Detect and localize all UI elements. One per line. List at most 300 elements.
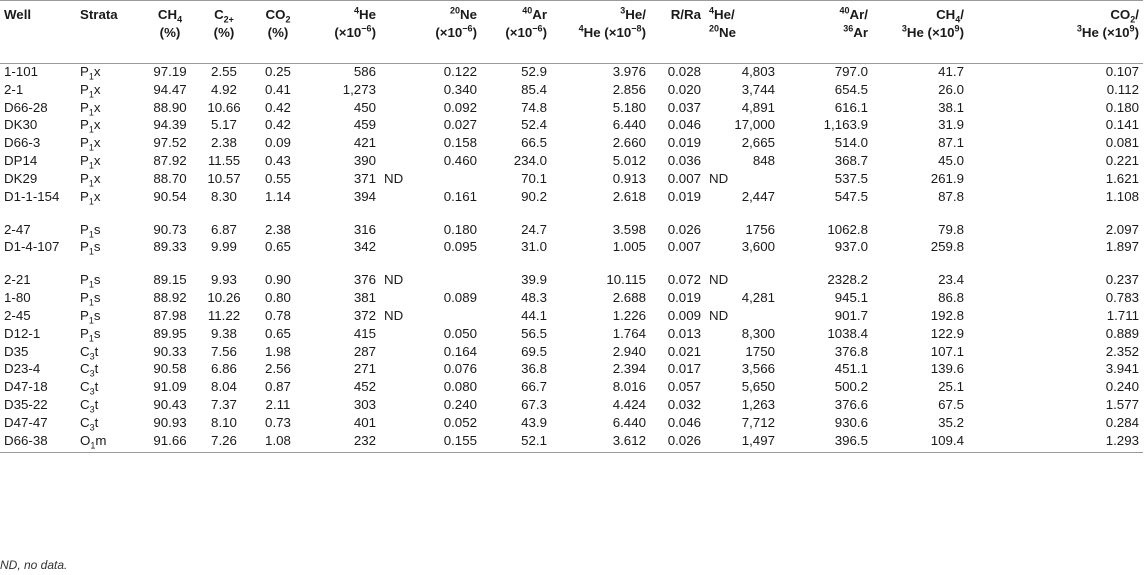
cell-well: 1-101	[4, 64, 39, 79]
cell-well: D1-4-107	[4, 239, 60, 255]
cell-he4: 1,273	[342, 81, 376, 97]
cell-co2-he3: 0.284	[1105, 414, 1139, 430]
cell-he3-he4: 2.618	[612, 188, 646, 204]
col-header-ch4-he3: $CH_4/$ $^3$He $(\times 10^9)$	[872, 1, 968, 64]
col-header-c2: $C_{2+}$ (%)	[198, 1, 250, 64]
cell-ne20: 0.180	[443, 221, 477, 237]
cell-r-ra: 0.057	[667, 379, 701, 395]
cell-r-ra: 0.019	[667, 135, 701, 151]
cell-c2: 9.93	[211, 272, 237, 288]
cell-ne20: 0.095	[443, 239, 477, 255]
cell-r-ra: 0.036	[667, 152, 701, 168]
cell-well: 2-21	[4, 272, 31, 288]
cell-ch4: 90.33	[153, 343, 187, 359]
cell-co2: 1.14	[265, 188, 291, 204]
cell-ar40-ar36: 376.8	[834, 343, 868, 359]
cell-he4: 372	[353, 307, 376, 323]
cell-he4: 421	[353, 135, 376, 151]
cell-well: DK30	[4, 117, 38, 133]
table-row	[0, 171, 1143, 189]
cell-well: D23-4	[4, 361, 41, 377]
cell-ar40-ar36: 1062.8	[827, 221, 868, 237]
cell-he4: 376	[353, 272, 376, 288]
cell-he4: 316	[353, 221, 376, 237]
cell-ne20: ND	[384, 307, 404, 323]
cell-ch4-he3: 122.9	[930, 325, 964, 341]
cell-c2: 10.26	[207, 290, 241, 306]
cell-r-ra: 0.026	[667, 221, 701, 237]
cell-he4-ne20: 3,744	[741, 81, 775, 97]
cell-strata: $P_1s$	[80, 325, 101, 344]
table-row	[0, 189, 1143, 222]
table-row	[0, 82, 1143, 100]
col-header-co2: $CO_2$ (%)	[250, 1, 306, 64]
cell-ne20: ND	[384, 170, 404, 186]
cell-co2: 2.56	[265, 361, 291, 377]
col-header-ar40-ar36: $^{40}$Ar/ $^{36}$Ar	[779, 1, 872, 64]
table-row	[0, 308, 1143, 326]
cell-r-ra: 0.037	[667, 99, 701, 115]
cell-ne20: 0.158	[443, 135, 477, 151]
cell-co2-he3: 1.711	[1106, 307, 1139, 323]
cell-strata: $C_3t$	[80, 414, 99, 433]
cell-he3-he4: 2.688	[612, 290, 646, 306]
cell-strata: $P_1x$	[80, 135, 101, 153]
cell-strata: $O_1m$	[76, 433, 142, 453]
cell-ar40-ar36: 537.5	[834, 170, 868, 186]
cell-r-ra: 0.046	[667, 414, 701, 430]
cell-co2-he3: 2.097	[1105, 221, 1139, 237]
table-row	[0, 326, 1143, 344]
table-row	[0, 100, 1143, 118]
cell-r-ra: 0.007	[667, 239, 701, 255]
cell-well: D47-47	[4, 414, 48, 430]
cell-he3-he4: 6.440	[612, 117, 646, 133]
cell-co2: 0.41	[265, 81, 291, 97]
cell-co2: 1.08	[250, 433, 306, 453]
cell-strata: $C_3t$	[80, 379, 99, 397]
cell-ch4-he3: 109.4	[872, 433, 968, 453]
cell-he4-ne20: 7,712	[741, 414, 775, 430]
cell-r-ra: 0.026	[650, 433, 705, 453]
cell-ar40: 74.8	[521, 99, 547, 115]
cell-he4: 401	[353, 414, 376, 430]
cell-ar40-ar36: 2328.2	[827, 272, 868, 288]
cell-strata: $P_1x$	[80, 152, 101, 171]
cell-he4: 459	[353, 117, 376, 133]
cell-well: D66-38	[0, 433, 76, 453]
table-body	[0, 64, 1143, 453]
cell-ar40-ar36: 937.0	[834, 239, 868, 255]
cell-c2: 11.55	[207, 152, 241, 168]
cell-ch4: 89.15	[153, 272, 187, 288]
cell-strata: $P_1x$	[80, 170, 101, 189]
cell-ch4-he3: 41.7	[938, 64, 964, 79]
cell-c2: 8.10	[211, 414, 237, 430]
cell-ar40-ar36: 930.6	[834, 414, 868, 430]
cell-he3-he4: 1.226	[612, 307, 646, 323]
cell-he4-ne20: ND	[709, 170, 729, 186]
cell-co2-he3: 0.141	[1105, 117, 1139, 133]
cell-he4-ne20: 848	[752, 152, 775, 168]
cell-ch4: 97.19	[153, 64, 187, 79]
cell-he4: 271	[353, 361, 376, 377]
col-header-ch4: $CH_4$ (%)	[142, 1, 198, 64]
cell-ch4-he3: 45.0	[938, 152, 964, 168]
cell-ne20: 0.340	[443, 81, 477, 97]
cell-ch4: 88.92	[153, 290, 187, 306]
cell-ch4: 89.95	[153, 325, 187, 341]
cell-ar40-ar36: 901.7	[834, 307, 868, 323]
cell-he3-he4: 1.764	[612, 325, 646, 341]
cell-ar40-ar36: 654.5	[834, 81, 868, 97]
cell-co2-he3: 0.180	[1105, 99, 1139, 115]
cell-he4-ne20: 8,300	[741, 325, 775, 341]
cell-well: D66-28	[4, 99, 48, 115]
cell-ch4: 91.66	[142, 433, 198, 453]
cell-he4: 303	[353, 396, 376, 412]
cell-he3-he4: 1.005	[612, 239, 646, 255]
cell-ar40: 52.9	[521, 64, 547, 79]
cell-he4-ne20: 4,803	[741, 64, 775, 79]
cell-ar40: 66.5	[521, 135, 547, 151]
cell-co2-he3: 0.112	[1106, 81, 1139, 97]
table-row	[0, 379, 1143, 397]
cell-well: DP14	[4, 152, 38, 168]
table-row	[0, 222, 1143, 240]
cell-he3-he4: 2.660	[612, 135, 646, 151]
cell-c2: 7.37	[211, 396, 237, 412]
cell-ch4-he3: 139.6	[930, 361, 964, 377]
cell-co2: 1.98	[265, 343, 291, 359]
cell-co2: 0.25	[265, 64, 291, 79]
cell-ar40-ar36: 1038.4	[827, 325, 868, 341]
cell-c2: 4.92	[211, 81, 237, 97]
cell-co2: 0.42	[265, 99, 291, 115]
cell-co2: 2.11	[265, 396, 291, 412]
cell-he4-ne20: 1750	[745, 343, 775, 359]
cell-co2: 2.38	[265, 221, 291, 237]
cell-r-ra: 0.020	[667, 81, 701, 97]
table-row	[0, 397, 1143, 415]
cell-r-ra: 0.013	[667, 325, 701, 341]
cell-strata: $P_1x$	[80, 188, 101, 207]
cell-ar40: 43.9	[521, 414, 547, 430]
cell-he3-he4: 5.180	[612, 99, 646, 115]
cell-ch4-he3: 87.1	[938, 135, 964, 151]
cell-ch4: 90.43	[153, 396, 187, 412]
cell-c2: 9.99	[211, 239, 237, 255]
table-row	[0, 272, 1143, 290]
cell-he4-ne20: 2,665	[741, 135, 775, 151]
cell-well: 2-1	[4, 81, 24, 97]
cell-co2-he3: 0.081	[1105, 135, 1139, 151]
cell-c2: 8.30	[211, 188, 237, 204]
cell-r-ra: 0.021	[667, 343, 701, 359]
cell-well: D35	[4, 343, 29, 359]
cell-ar40-ar36: 376.6	[834, 396, 868, 412]
cell-ch4: 90.73	[153, 221, 187, 237]
col-header-ne20: $^{20}$Ne $(\times 10^{-6})$	[380, 1, 481, 64]
cell-ch4-he3: 26.0	[938, 81, 964, 97]
cell-ch4-he3: 79.8	[938, 221, 964, 237]
cell-well: D66-3	[4, 135, 41, 151]
cell-ne20: 0.155	[380, 433, 481, 453]
cell-he3-he4: 6.440	[612, 414, 646, 430]
cell-ne20: 0.052	[443, 414, 477, 430]
cell-ar40: 66.7	[521, 379, 547, 395]
cell-ch4: 94.47	[153, 81, 187, 97]
cell-ch4-he3: 259.8	[930, 239, 964, 255]
cell-c2: 2.38	[211, 135, 237, 151]
cell-ar40-ar36: 451.1	[834, 361, 868, 377]
cell-ar40: 31.0	[521, 239, 547, 255]
cell-he4-ne20: 3,600	[741, 239, 775, 255]
table-row	[0, 239, 1143, 272]
cell-he4-ne20: ND	[709, 307, 729, 323]
col-header-strata: Strata	[76, 1, 142, 64]
cell-co2: 0.90	[265, 272, 291, 288]
cell-ch4-he3: 87.8	[938, 188, 964, 204]
cell-ch4: 88.90	[153, 99, 187, 115]
table-row	[0, 433, 1143, 453]
cell-ch4: 90.93	[153, 414, 187, 430]
cell-co2: 0.73	[265, 414, 291, 430]
cell-he3-he4: 3.976	[612, 64, 646, 79]
header-row	[0, 1, 1143, 64]
cell-he4: 371	[353, 170, 376, 186]
cell-co2-he3: 0.221	[1105, 152, 1139, 168]
col-header-well: Well	[0, 1, 76, 64]
table-row	[0, 153, 1143, 171]
cell-he4-ne20: 1,497	[705, 433, 779, 453]
cell-c2: 10.57	[207, 170, 241, 186]
cell-he4-ne20: 4,891	[741, 99, 775, 115]
cell-he4: 586	[353, 64, 376, 79]
cell-strata: $P_1s$	[80, 221, 101, 240]
col-header-he3-he4: $^3$He/ $^4$He $(\times 10^{-8})$	[551, 1, 650, 64]
cell-c2: 10.66	[207, 99, 241, 115]
cell-c2: 7.26	[198, 433, 250, 453]
cell-he4-ne20: 3,566	[741, 361, 775, 377]
cell-ar40-ar36: 945.1	[834, 290, 868, 306]
cell-ch4-he3: 38.1	[938, 99, 964, 115]
cell-he4: 390	[353, 152, 376, 168]
cell-r-ra: 0.072	[667, 272, 701, 288]
cell-he4: 381	[353, 290, 376, 306]
cell-c2: 2.55	[211, 64, 237, 79]
cell-he3-he4: 10.115	[606, 272, 646, 288]
cell-ch4-he3: 31.9	[938, 117, 964, 133]
table-row	[0, 344, 1143, 362]
cell-strata: $P_1x$	[80, 64, 101, 82]
cell-co2-he3: 0.783	[1105, 290, 1139, 306]
cell-ne20: 0.080	[443, 379, 477, 395]
table-row	[0, 290, 1143, 308]
cell-ch4-he3: 35.2	[938, 414, 964, 430]
cell-co2: 0.80	[265, 290, 291, 306]
cell-co2-he3: 0.107	[1105, 64, 1139, 79]
cell-co2-he3: 3.941	[1105, 361, 1139, 377]
cell-ar40: 70.1	[521, 170, 547, 186]
cell-ne20: 0.122	[443, 64, 477, 79]
col-header-r-ra: R/Ra	[650, 1, 705, 64]
cell-r-ra: 0.019	[667, 188, 701, 204]
cell-r-ra: 0.032	[667, 396, 701, 412]
cell-strata: $P_1s$	[80, 239, 101, 258]
cell-ne20: 0.050	[443, 325, 477, 341]
cell-strata: $C_3t$	[80, 361, 99, 380]
cell-ar40-ar36: 368.7	[834, 152, 868, 168]
cell-c2: 6.86	[211, 361, 237, 377]
cell-he3-he4: 5.012	[612, 152, 646, 168]
cell-ch4: 94.39	[153, 117, 187, 133]
cell-he4: 287	[353, 343, 376, 359]
cell-ch4: 90.58	[153, 361, 187, 377]
cell-he3-he4: 0.913	[612, 170, 646, 186]
cell-co2-he3: 0.240	[1105, 379, 1139, 395]
cell-ch4-he3: 67.5	[938, 396, 964, 412]
cell-ar40: 67.3	[521, 396, 547, 412]
cell-he4: 450	[353, 99, 376, 115]
cell-ar40: 52.1	[481, 433, 551, 453]
cell-ch4-he3: 261.9	[930, 170, 964, 186]
cell-he4-ne20: ND	[709, 272, 729, 288]
cell-ar40: 52.4	[521, 117, 547, 133]
cell-he4-ne20: 17,000	[734, 117, 775, 133]
cell-strata: $P_1s$	[80, 272, 101, 291]
cell-ch4: 91.09	[153, 379, 187, 395]
cell-he3-he4: 2.856	[612, 81, 646, 97]
cell-ne20: 0.161	[443, 188, 477, 204]
cell-co2-he3: 1.108	[1105, 188, 1139, 204]
cell-ar40: 44.1	[521, 307, 547, 323]
cell-co2: 0.87	[265, 379, 291, 395]
cell-ch4: 97.52	[153, 135, 187, 151]
cell-co2-he3: 1.897	[1105, 239, 1139, 255]
cell-r-ra: 0.017	[667, 361, 701, 377]
cell-ne20: 0.092	[443, 99, 477, 115]
cell-ch4-he3: 107.1	[930, 343, 964, 359]
col-header-he4: $^4$He $(\times 10^{-6})$	[306, 1, 380, 64]
cell-co2-he3: 0.237	[1105, 272, 1139, 288]
cell-he3-he4: 3.598	[612, 221, 646, 237]
table-row	[0, 361, 1143, 379]
cell-ar40: 56.5	[521, 325, 547, 341]
cell-ar40-ar36: 797.0	[834, 64, 868, 79]
table-row	[0, 64, 1143, 82]
cell-he3-he4: 8.016	[612, 379, 646, 395]
cell-ne20: 0.460	[443, 152, 477, 168]
cell-he4-ne20: 4,281	[741, 290, 775, 306]
cell-he4-ne20: 1756	[745, 221, 775, 237]
cell-ne20: ND	[384, 272, 404, 288]
cell-ne20: 0.027	[443, 117, 477, 133]
cell-he4: 452	[353, 379, 376, 395]
cell-co2-he3: 1.621	[1105, 170, 1139, 186]
table-footnote: ND, no data.	[0, 558, 68, 572]
cell-ar40-ar36: 616.1	[834, 99, 868, 115]
cell-ar40: 85.4	[521, 81, 547, 97]
cell-r-ra: 0.019	[667, 290, 701, 306]
cell-c2: 11.22	[207, 307, 241, 323]
cell-r-ra: 0.009	[667, 307, 701, 323]
cell-ch4: 90.54	[153, 188, 187, 204]
cell-strata: $C_3t$	[80, 343, 99, 362]
cell-co2: 0.42	[265, 117, 291, 133]
cell-well: D35-22	[4, 396, 48, 412]
cell-ch4-he3: 192.8	[930, 307, 964, 323]
cell-ch4: 87.92	[153, 152, 187, 168]
col-header-he4-ne20: $^4$He/ $^{20}$Ne	[705, 1, 779, 64]
cell-ar40: 36.8	[521, 361, 547, 377]
cell-r-ra: 0.028	[667, 64, 701, 79]
cell-ch4-he3: 25.1	[938, 379, 964, 395]
cell-well: DK29	[4, 170, 38, 186]
cell-co2-he3: 0.889	[1105, 325, 1139, 341]
cell-ne20: 0.076	[443, 361, 477, 377]
cell-strata: $P_1x$	[80, 81, 101, 100]
table-row	[0, 415, 1143, 433]
cell-ar40: 69.5	[521, 343, 547, 359]
cell-ar40: 24.7	[521, 221, 547, 237]
cell-ar40: 48.3	[521, 290, 547, 306]
cell-he3-he4: 4.424	[612, 396, 646, 412]
cell-ar40-ar36: 514.0	[834, 135, 868, 151]
cell-ar40-ar36: 1,163.9	[823, 117, 868, 133]
cell-well: D12-1	[4, 325, 41, 341]
cell-co2: 0.65	[265, 239, 291, 255]
cell-co2-he3: 2.352	[1105, 343, 1139, 359]
cell-ar40-ar36: 396.5	[779, 433, 872, 453]
cell-co2-he3: 1.577	[1105, 396, 1139, 412]
cell-strata: $P_1x$	[80, 99, 101, 118]
col-header-ar40: $^{40}$Ar $(\times 10^{-6})$	[481, 1, 551, 64]
cell-he4-ne20: 2,447	[741, 188, 775, 204]
cell-well: D1-1-154	[4, 188, 60, 204]
cell-he4-ne20: 5,650	[741, 379, 775, 395]
cell-co2: 0.65	[265, 325, 291, 341]
cell-co2: 0.43	[265, 152, 291, 168]
cell-strata: $P_1s$	[80, 307, 101, 326]
cell-co2: 0.09	[265, 135, 291, 151]
cell-co2-he3: 1.293	[968, 433, 1143, 453]
cell-ne20: 0.164	[443, 343, 477, 359]
cell-ar40: 39.9	[521, 272, 547, 288]
cell-strata: $P_1x$	[80, 117, 101, 136]
cell-ar40: 90.2	[521, 188, 547, 204]
cell-he3-he4: 3.612	[551, 433, 650, 453]
cell-he4: 394	[353, 188, 376, 204]
cell-c2: 9.38	[211, 325, 237, 341]
cell-he4: 232	[306, 433, 380, 453]
cell-ch4: 88.70	[153, 170, 187, 186]
cell-well: 2-45	[4, 307, 31, 323]
cell-ch4-he3: 86.8	[938, 290, 964, 306]
cell-c2: 5.17	[211, 117, 237, 133]
table-row	[0, 117, 1143, 135]
cell-well: 2-47	[4, 221, 31, 237]
cell-ar40: 234.0	[513, 152, 547, 168]
cell-co2: 0.55	[265, 170, 291, 186]
cell-c2: 6.87	[211, 221, 237, 237]
col-header-co2-he3: $CO_2/$ $^3$He $(\times 10^9)$	[968, 1, 1143, 64]
cell-well: 1-80	[4, 290, 31, 306]
cell-he4: 342	[353, 239, 376, 255]
cell-strata: $C_3t$	[80, 396, 99, 415]
cell-ch4: 89.33	[153, 239, 187, 255]
cell-r-ra: 0.046	[667, 117, 701, 133]
